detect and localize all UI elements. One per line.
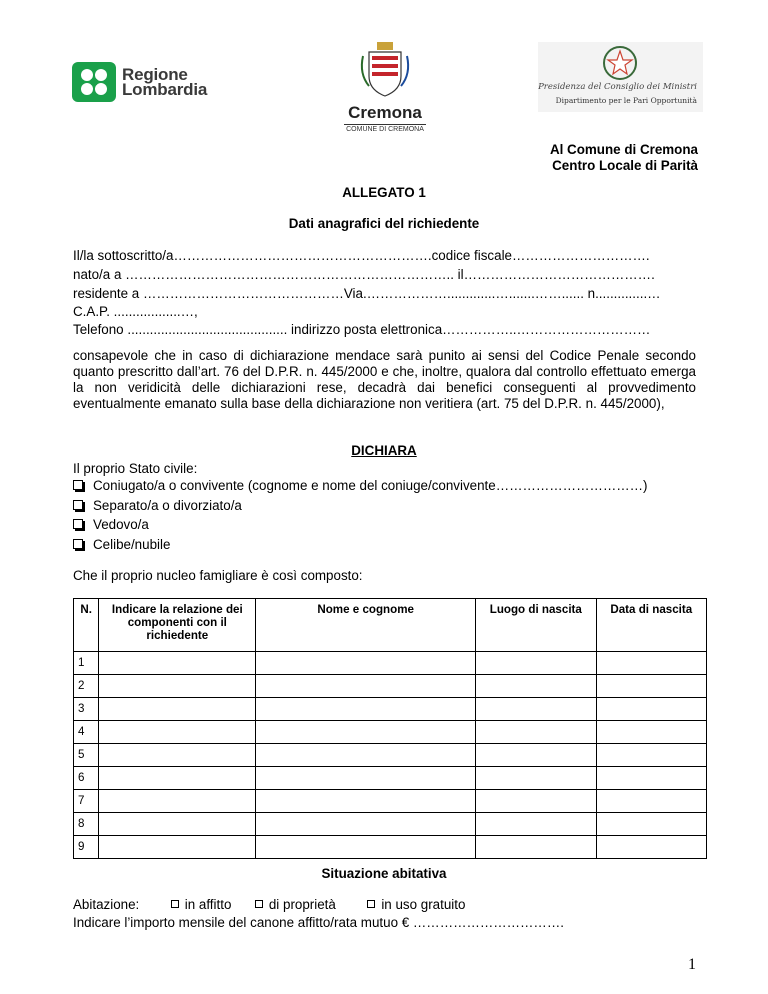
cell-nome[interactable]	[256, 813, 476, 836]
option-affitto[interactable]: in affitto	[171, 897, 232, 912]
cell-luogo[interactable]	[476, 698, 597, 721]
option-gratuito[interactable]: in uso gratuito	[367, 897, 465, 912]
section-title-anagrafici: Dati anagrafici del richiedente	[288, 216, 480, 231]
cell-nome[interactable]	[256, 721, 476, 744]
governo-logo-line1: Presidenza del Consiglio dei Ministri	[538, 82, 697, 92]
cell-data[interactable]	[596, 790, 706, 813]
cell-relazione[interactable]	[99, 836, 256, 859]
table-row	[74, 836, 707, 859]
page-number: 1	[688, 956, 696, 973]
col-header-nome: Nome e cognome	[256, 599, 476, 652]
table-row	[74, 744, 707, 767]
row-number: 4	[74, 721, 99, 744]
option-proprieta[interactable]: di proprietà	[255, 897, 336, 912]
stato-civile-label: Il proprio Stato civile:	[73, 461, 198, 476]
nucleo-label: Che il proprio nucleo famigliare è così composto:	[73, 568, 363, 583]
cell-luogo[interactable]	[476, 744, 597, 767]
col-header-relazione: Indicare la relazione dei componenti con il richiedente	[99, 599, 256, 652]
cell-luogo[interactable]	[476, 813, 597, 836]
cell-luogo[interactable]	[476, 721, 597, 744]
cell-data[interactable]	[596, 767, 706, 790]
cell-luogo[interactable]	[476, 652, 597, 675]
checkbox-icon[interactable]	[73, 519, 83, 529]
regione-logo-line1: Regione	[122, 65, 188, 84]
regione-logo-line2: Lombardia	[122, 80, 208, 99]
cell-luogo[interactable]	[476, 767, 597, 790]
cell-data[interactable]	[596, 652, 706, 675]
cell-relazione[interactable]	[99, 767, 256, 790]
checkbox-icon[interactable]	[171, 900, 179, 908]
field-residente: residente a ………………………………………Via.……………….............….......……...... n..............…	[73, 286, 661, 301]
cell-nome[interactable]	[256, 652, 476, 675]
option-separato[interactable]: Separato/a o divorziato/a	[73, 498, 242, 513]
field-sottoscritto: Il/la sottoscritto/a………………………………………………….codice fiscale………………………….	[73, 248, 650, 263]
table-row	[74, 767, 707, 790]
cell-nome[interactable]	[256, 698, 476, 721]
table-header-row	[74, 599, 707, 652]
abitativa-title: Situazione abitativa	[321, 866, 447, 881]
row-number: 5	[74, 744, 99, 767]
row-number: 6	[74, 767, 99, 790]
cell-luogo[interactable]	[476, 790, 597, 813]
cell-relazione[interactable]	[99, 790, 256, 813]
recipient-block	[550, 142, 698, 174]
option-coniugato[interactable]: Coniugato/a o convivente (cognome e nome del coniuge/convivente……………………………)	[73, 478, 647, 493]
table-row	[74, 721, 707, 744]
declaration-paragraph: consapevole che in caso di dichiarazione mendace sarà punito ai sensi del Codice Penale secondo quanto prescritto dall’art. 76 del D.P.R. n. 445/2000 e che, inoltre, qualora dal controllo effettuato emerga la non veridicità delle dichiarazioni rese, decadrà dai benefici conseguenti al provvedimento eventualmente emanato sulla base della dichiarazione non veritiera (art. 75 del D.P.R. n. 445/2000),	[73, 348, 696, 411]
cell-relazione[interactable]	[99, 721, 256, 744]
cell-nome[interactable]	[256, 767, 476, 790]
cell-data[interactable]	[596, 813, 706, 836]
regione-lombardia-logo	[72, 62, 207, 102]
checkbox-icon[interactable]	[73, 500, 83, 510]
cell-nome[interactable]	[256, 744, 476, 767]
checkbox-icon[interactable]	[255, 900, 263, 908]
checkbox-icon[interactable]	[367, 900, 375, 908]
cell-data[interactable]	[596, 744, 706, 767]
cell-luogo[interactable]	[476, 675, 597, 698]
cell-nome[interactable]	[256, 790, 476, 813]
cremona-logo	[338, 40, 432, 133]
field-cap: C.A.P. ..................…,	[73, 304, 198, 319]
table-row	[74, 698, 707, 721]
importo-line: Indicare l’importo mensile del canone affitto/rata mutuo € …………………………….	[73, 915, 564, 930]
cremona-logo-name: Cremona	[348, 103, 422, 122]
dichiara-heading: DICHIARA	[351, 443, 417, 458]
cell-data[interactable]	[596, 698, 706, 721]
cell-relazione[interactable]	[99, 652, 256, 675]
col-header-luogo: Luogo di nascita	[476, 599, 597, 652]
family-table	[73, 598, 707, 859]
checkbox-icon[interactable]	[73, 539, 83, 549]
col-header-data: Data di nascita	[596, 599, 706, 652]
governo-logo	[538, 42, 708, 112]
cell-nome[interactable]	[256, 675, 476, 698]
cell-luogo[interactable]	[476, 836, 597, 859]
cell-data[interactable]	[596, 836, 706, 859]
row-number: 9	[74, 836, 99, 859]
field-nato: nato/a a ……………………………………………………………….. il…………………………………….	[73, 267, 655, 282]
italian-emblem-icon	[600, 44, 640, 82]
cremona-logo-sub: COMUNE DI CREMONA	[344, 124, 426, 133]
option-vedovo[interactable]: Vedovo/a	[73, 517, 149, 532]
row-number: 8	[74, 813, 99, 836]
table-row	[74, 813, 707, 836]
row-number: 1	[74, 652, 99, 675]
cell-data[interactable]	[596, 721, 706, 744]
checkbox-icon[interactable]	[73, 480, 83, 490]
abitazione-label: Abitazione:	[73, 897, 140, 912]
cell-relazione[interactable]	[99, 698, 256, 721]
allegato-title: ALLEGATO 1	[342, 185, 426, 200]
recipient-line1: Al Comune di Cremona	[549, 142, 698, 157]
recipient-line2: Centro Locale di Parità	[552, 158, 698, 173]
abitazione-line	[73, 897, 465, 912]
cell-relazione[interactable]	[99, 744, 256, 767]
option-celibe[interactable]: Celibe/nubile	[73, 537, 170, 552]
governo-logo-line2: Dipartimento per le Pari Opportunità	[555, 96, 697, 105]
table-row	[74, 675, 707, 698]
row-number: 2	[74, 675, 99, 698]
cell-nome[interactable]	[256, 836, 476, 859]
cell-relazione[interactable]	[99, 675, 256, 698]
regione-lombardia-mark-icon	[72, 62, 116, 102]
cremona-coat-of-arms-icon	[355, 40, 415, 98]
col-header-n: N.	[74, 599, 99, 652]
row-number: 3	[74, 698, 99, 721]
table-row	[74, 790, 707, 813]
cell-data[interactable]	[596, 675, 706, 698]
table-row	[74, 652, 707, 675]
cell-relazione[interactable]	[99, 813, 256, 836]
field-telefono: Telefono ........................................... indirizzo posta elettronica……………..…………………………	[73, 322, 651, 337]
row-number: 7	[74, 790, 99, 813]
